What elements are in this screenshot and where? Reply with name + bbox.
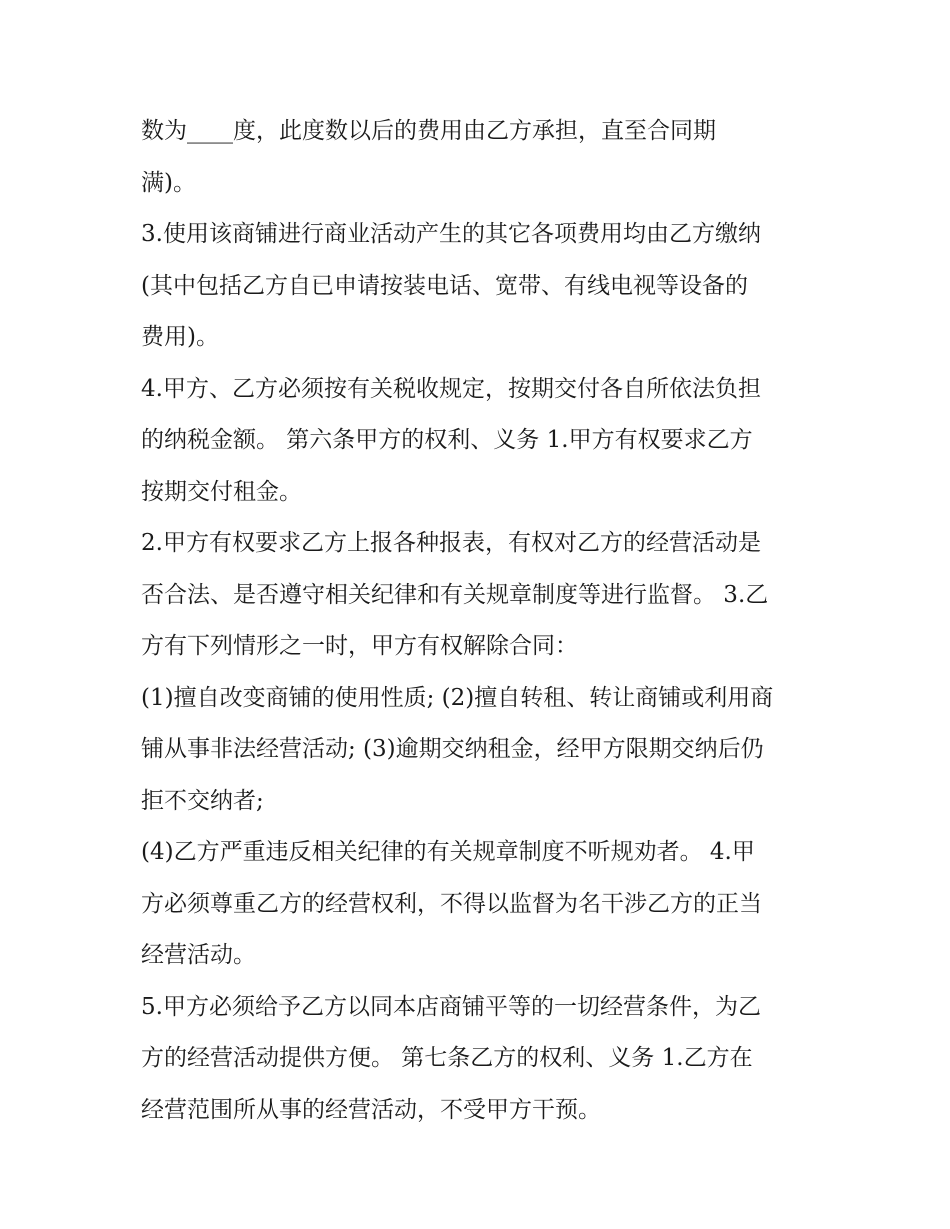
paragraph-clause-3-other-fees: 3.使用该商铺进行商业活动产生的其它各项费用均由乙方缴纳 (其中包括乙方自已申请按装电话、宽带、有线电视等设备的 费用)。 xyxy=(141,221,761,350)
paragraph-party-b-rights: 5.甲方必须给予乙方以同本店商铺平等的一切经营条件，为乙 方的经营活动提供方便。 第七条乙方的权利、义务 1.乙方在 经营范围所从事的经营活动，不受甲方干预。 xyxy=(141,993,761,1123)
paragraph-respect-rights: (4)乙方严重违反相关纪律的有关规章制度不听规劝者。 4.甲 方必须尊重乙方的经营权利，不得以监督为名干涉乙方的正当 经营活动。 xyxy=(141,839,762,968)
paragraph-termination-cases: (1)擅自改变商铺的使用性质; (2)擅自转租、转让商铺或利用商 铺从事非法经营活动; (3)逾期交纳租金，经甲方限期交纳后仍 拒不交纳者; xyxy=(141,684,774,814)
paragraph-clause-4-taxes: 4.甲方、乙方必须按有关税收规定，按期交付各自所依法负担 的纳税金额。 第六条甲方的权利、义务 1.甲方有权要求乙方 按期交付租金。 xyxy=(141,375,761,505)
paragraph-utility-fee: 数为____度，此度数以后的费用由乙方承担，直至合同期 满)。 xyxy=(141,118,716,196)
paragraph-party-a-supervision: 2.甲方有权要求乙方上报各种报表，有权对乙方的经营活动是 否合法、是否遵守相关纪律和有关规章制度等进行监督。 3.乙 方有下列情形之一时，甲方有权解除合同： xyxy=(141,530,769,659)
document-body xyxy=(141,106,821,1136)
